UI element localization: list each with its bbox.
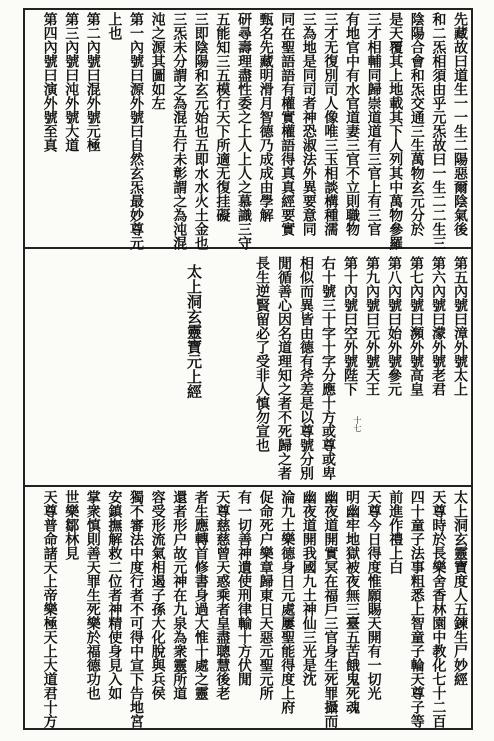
text-column: 幽夜道開我國九土神仙三光是沈	[300, 490, 317, 686]
text-column: 第二內號曰混外號元極	[84, 12, 101, 152]
text-column: 還者形户故元神在九泉為衆靈所道	[171, 490, 188, 700]
margin-page-number: 十七	[353, 416, 362, 432]
text-column: 世樂鄒林見	[63, 490, 80, 560]
text-column: 三才无復別司人像唯三玉相談構種濡	[322, 12, 339, 236]
text-column: 甄名先藏明滑月智德乃成成由學解	[257, 12, 274, 222]
text-column: 第五內號曰漳外號太上	[452, 256, 468, 396]
text-column: 第九內號曰元外號天王	[364, 256, 380, 396]
text-column: 右十號三十字十字分應十方或尊或卑	[320, 256, 336, 480]
text-column: 容受形流氣相遏子孫大化脫與兵侯	[149, 490, 166, 700]
text-column: 相似而異皆由德有斧差是以尊號分別	[298, 256, 314, 480]
text-column: 前進作禮上白	[387, 490, 404, 574]
text-column: 淪九土樂德身日元處屢聖能得度上府	[279, 490, 296, 714]
text-column: 第三內號曰沌外號大道	[63, 12, 80, 152]
text-column: 先藏故曰道生一一生二陽惡爾陰氣後	[451, 12, 468, 236]
text-column: 安鎮撫解救二位者神精使身見入如	[106, 490, 123, 700]
text-column: 者生應轉首修書身過大惟十處之靈	[192, 490, 209, 700]
text-column: 第十內號曰空外號陛下	[342, 256, 358, 396]
text-column: 第六內號曰濛外號老君	[430, 256, 446, 396]
text-column: 促命死户樂章歸東日天惡元聖元所	[257, 490, 274, 700]
text-column: 天尊普命諸天上帝樂極天上大道君十方	[41, 490, 58, 728]
text-column: 第四內號曰演外號至真	[41, 12, 58, 152]
text-column: 天尊時於長樂舍香林園中教化七十二百	[430, 490, 447, 728]
text-column: 同在聖語語有權實權語得真真經要實	[279, 12, 296, 236]
text-column: 三為地是同司者神恐淑法外異要意同	[300, 12, 317, 236]
text-column: 長生逆賢留必了受非人慎勿宣也	[254, 256, 270, 452]
text-column: 獨不審法中度行者不可得中宣下告地宮	[127, 490, 144, 728]
text-column: 三炁未分謂之為混五行未彰謂之為沌混	[171, 12, 188, 250]
text-column: 太上洞玄靈寶度人五鍊生尸妙經	[451, 490, 468, 686]
text-column: 沌之源其圖如左	[149, 12, 166, 110]
text-column: 三才相輔同歸崇道道有三官上有三官	[365, 12, 382, 236]
text-column: 掌衆慎則善天罪生死樂於福德功也	[84, 490, 101, 700]
text-column: 有一切善神遺使刑律輸十方伏閒	[235, 490, 252, 686]
scripture-title: 太上洞玄靈寶元上經	[185, 264, 203, 399]
text-column: 幽夜道開實冥在福戶三官身生死罪攝而	[322, 490, 339, 728]
text-column: 陰陽合會和炁交通三生萬物玄元分於	[408, 12, 425, 236]
text-column: 天尊今日得度惟願賜天開有一切光	[365, 490, 382, 700]
text-column: 第八內號曰始外號參元	[386, 256, 402, 396]
text-column: 是天覆其上地載其下人列其中萬物參羅	[387, 12, 404, 250]
text-column: 四十童子法事粗悉上智童子輪天尊子等	[408, 490, 425, 728]
text-column: 第七內號曰瀕外號高皇	[408, 256, 424, 396]
text-column: 明幽牢地獄被夜無三臺五苦餓鬼死魂	[343, 490, 360, 714]
text-column: 三即陰陽和玄元始也五即水水火土金也	[192, 12, 209, 250]
text-column: 研尋壽理盡性委之上人上人之慕識三守	[235, 12, 252, 250]
text-column: 和二炁相須由乎元炁故曰一生二二生三	[430, 12, 447, 250]
text-column: 閒循善心因名道理知之者不死歸之者	[276, 256, 292, 480]
text-column: 第一內號曰源外號曰自然玄炁最妙尊元	[127, 12, 144, 250]
text-column: 有地官中有水官道妻三官不立則職物	[343, 12, 360, 236]
text-column: 天尊慈慈曾天惑乘者皇盡聰慧後老	[214, 490, 231, 700]
text-column: 五能知三五模行天下所適无復挂礙	[214, 12, 231, 222]
section-divider-bottom	[23, 485, 473, 487]
text-column: 上也	[106, 12, 123, 40]
